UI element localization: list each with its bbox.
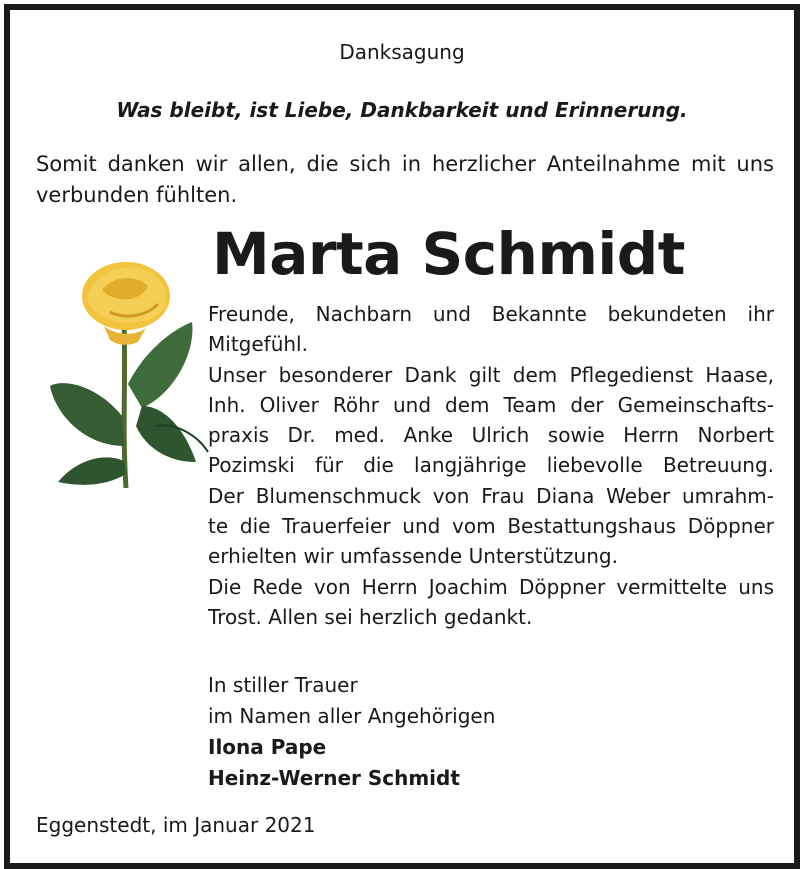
intro-line-1: Somit danken wir allen, die sich in herzlicher Anteilnahme mit uns [36,152,774,176]
intro-line-2: verbunden fühlten. [36,183,238,207]
body-text [208,299,774,632]
yellow-rose-icon [46,256,212,496]
body-line-1: Freunde, Nachbarn und Bekannte bekundeten ihr [208,302,774,326]
signer-1: Ilona Pape [208,735,327,759]
body-line-7: Der Blumenschmuck von Frau Diana Weber umrahm- [208,483,774,508]
closing-line-2: im Namen aller Angehörigen [208,704,496,728]
signer-2: Heinz-Werner Schmidt [208,766,460,790]
body-line-9: erhielten wir umfassende Unterstützung. [208,544,618,569]
closing-block [208,670,495,794]
notice-frame [4,4,800,869]
body-line-6: Pozimski für die langjährige liebevolle Betreuung. [208,453,774,478]
place-date: Eggenstedt, im Januar 2021 [36,813,316,837]
notice-motto: Was bleibt, ist Liebe, Dankbarkeit und Erinnerung. [116,98,688,122]
body-line-4: Inh. Oliver Röhr und dem Team der Gemeinschafts- [208,392,774,417]
body-line-11: Trost. Allen sei herzlich gedankt. [208,604,533,629]
notice-heading: Danksagung [339,40,465,64]
body-line-8: te die Trauerfeier und vom Bestattungshaus Döppner [208,514,774,539]
body-line-2: Mitgefühl. [208,332,308,357]
deceased-name: Marta Schmidt [212,220,686,288]
body-line-10: Die Rede von Herrn Joachim Döppner vermittelte uns [208,574,774,599]
closing-line-1: In stiller Trauer [208,673,358,697]
body-line-3: Unser besonderer Dank gilt dem Pflegedienst Haase, [208,362,774,387]
body-line-5: praxis Dr. med. Anke Ulrich sowie Herrn Norbert [208,423,774,448]
